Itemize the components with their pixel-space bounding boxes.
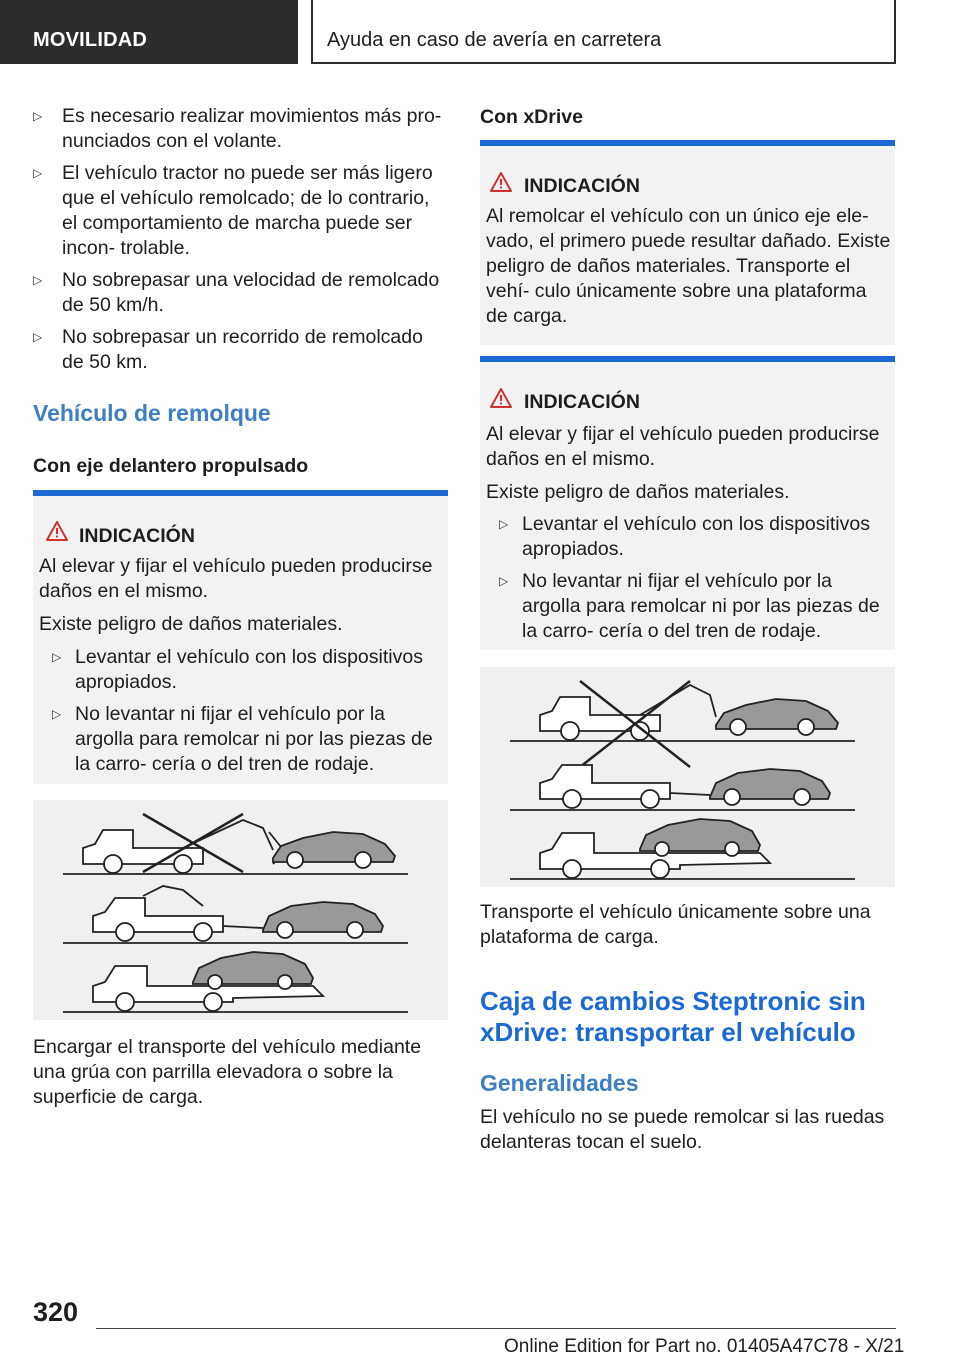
- note-text: Al elevar y fijar el vehículo pueden producirse daños en el mismo.: [486, 423, 880, 470]
- list-item: ▷ No levantar ni fijar el vehículo por la argolla para remolcar ni por las piezas de la carro‐ cería o del tren de rodaje.: [499, 570, 880, 642]
- note-text: Al elevar y fijar el vehículo pueden producirse daños en el mismo.: [39, 555, 433, 602]
- page-number: 320: [33, 1297, 79, 1327]
- bullet-triangle-icon: ▷: [33, 273, 43, 287]
- list-item: ▷ El vehículo tractor no puede ser más ligero que el vehículo remolcado; de lo contrario, el comportamiento de marcha puede ser incon‐ trolable.: [33, 162, 433, 259]
- body-text: El vehículo no se puede remolcar si las ruedas delanteras tocan el suelo.: [480, 1106, 885, 1153]
- list-item: ▷ Es necesario realizar movimientos más pro‐ nunciados con el volante.: [33, 105, 442, 152]
- warning-icon: [490, 172, 512, 192]
- edition-note: Online Edition for Part no. 01405A47C78 - X/21: [504, 1336, 905, 1357]
- note-text: Existe peligro de daños materiales.: [39, 613, 343, 635]
- section-tab: MOVILIDAD: [0, 0, 298, 64]
- section-heading: Caja de cambios Steptronic sin xDrive: transportar el vehículo: [480, 986, 866, 1047]
- figure-caption: Transporte el vehículo únicamente sobre una plataforma de carga.: [480, 901, 871, 948]
- list-item: ▷ No sobrepasar una velocidad de remolcado de 50 km/h.: [33, 269, 440, 316]
- bullet-triangle-icon: ▷: [499, 574, 509, 588]
- warning-icon: [490, 388, 512, 408]
- subsection-heading: Generalidades: [480, 1070, 639, 1096]
- list-item: ▷ No levantar ni fijar el vehículo por la argolla para remolcar ni por las piezas de la carro‐ cería o del tren de rodaje.: [52, 703, 433, 775]
- note-title: INDICACIÓN: [524, 391, 640, 413]
- figure-caption: Encargar el transporte del vehículo mediante una grúa con parrilla elevadora o sobre la superficie de carga.: [33, 1036, 422, 1108]
- towing-illustration: [480, 667, 895, 887]
- footer-divider: [96, 1328, 896, 1329]
- warning-icon: [46, 521, 68, 541]
- bullet-triangle-icon: ▷: [33, 109, 43, 123]
- bullet-triangle-icon: ▷: [33, 166, 43, 180]
- warning-note: [480, 356, 895, 650]
- note-text: Al remolcar el vehículo con un único eje ele‐ vado, el primero puede resultar dañado. Existe peligro de daños materiales. Transporte el vehí‐ culo únicamente sobre una plataforma de carga.: [486, 205, 891, 327]
- bullet-triangle-icon: ▷: [52, 707, 62, 721]
- bullet-triangle-icon: ▷: [52, 650, 62, 664]
- warning-note: [33, 490, 448, 784]
- chapter-title: Ayuda en caso de avería en carretera: [311, 0, 896, 64]
- tow-trucks-illustration: [33, 800, 448, 1020]
- bullet-triangle-icon: ▷: [499, 517, 509, 531]
- note-title: INDICACIÓN: [524, 175, 640, 197]
- page-header: [0, 0, 960, 66]
- list-item: ▷ Levantar el vehículo con los dispositivos apropiados.: [52, 646, 423, 693]
- note-text: Existe peligro de daños materiales.: [486, 481, 790, 503]
- list-item: ▷ No sobrepasar un recorrido de remolcado de 50 km.: [33, 326, 423, 373]
- list-item: ▷ Levantar el vehículo con los dispositivos apropiados.: [499, 513, 870, 560]
- bullet-triangle-icon: ▷: [33, 330, 43, 344]
- subsection-heading: Con eje delantero propulsado: [33, 455, 309, 477]
- subsection-heading: Con xDrive: [480, 106, 583, 128]
- note-title: INDICACIÓN: [79, 525, 195, 547]
- section-heading: Vehículo de remolque: [33, 400, 271, 426]
- towing-illustration: [33, 800, 448, 1020]
- tow-trucks-illustration: [480, 667, 895, 887]
- warning-note: [480, 140, 895, 345]
